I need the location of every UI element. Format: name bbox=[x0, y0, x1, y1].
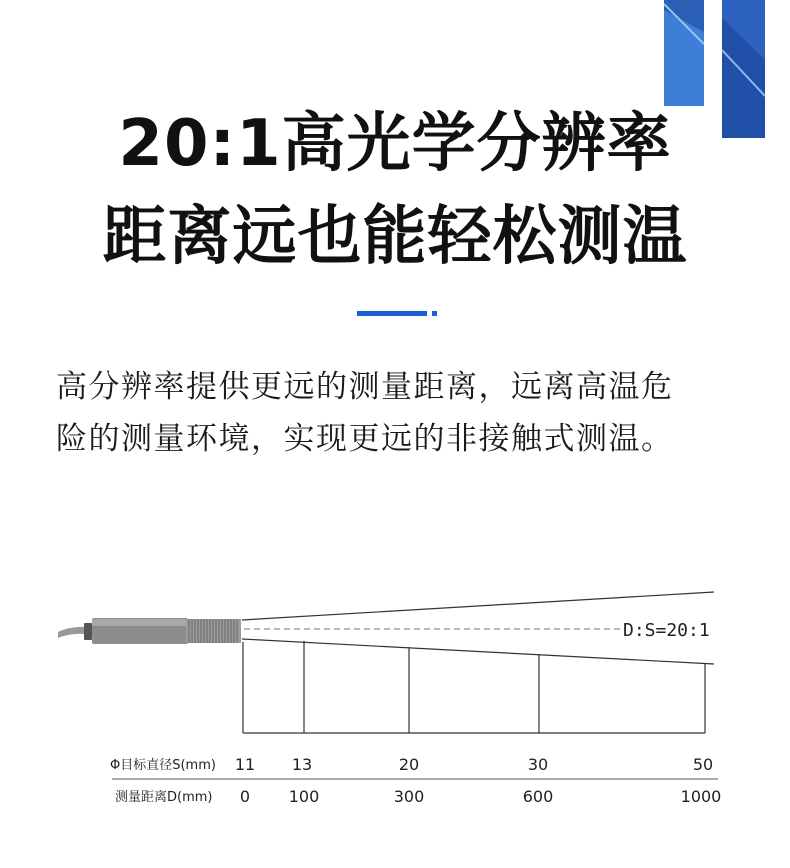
distance-value: 0 bbox=[239, 787, 251, 806]
distance-value: 300 bbox=[393, 787, 425, 806]
measurement-diagram bbox=[0, 570, 790, 830]
headline-line-2: 距离远也能轻松测温 bbox=[102, 200, 688, 274]
decorative-stripe-left bbox=[664, 0, 704, 106]
spot-diameter-value: 11 bbox=[234, 755, 256, 774]
distance-row-label: 测量距离D(mm) bbox=[115, 790, 213, 805]
accent-divider-dot bbox=[432, 311, 437, 316]
accent-divider bbox=[357, 311, 427, 316]
distance-value: 100 bbox=[288, 787, 320, 806]
distance-value: 1000 bbox=[680, 787, 722, 806]
spot-diameter-value: 50 bbox=[692, 755, 714, 774]
sensor-probe bbox=[84, 618, 241, 644]
spot-diameter-value: 30 bbox=[527, 755, 549, 774]
headline-line-1: 20:1高光学分辨率 bbox=[118, 107, 672, 181]
distance-value: 600 bbox=[522, 787, 554, 806]
spot-diameter-row-label: Φ目标直径S(mm) bbox=[110, 758, 216, 773]
beam-upper-edge bbox=[242, 592, 714, 620]
sensor-cable bbox=[58, 627, 86, 638]
description-line-1: 高分辨率提供更远的测量距离，远离高温危 bbox=[56, 369, 674, 405]
beam-lower-edge bbox=[242, 639, 714, 664]
spot-diameter-value: 13 bbox=[291, 755, 313, 774]
spot-diameter-value: 20 bbox=[398, 755, 420, 774]
description-line-2: 险的测量环境，实现更远的非接触式测温。 bbox=[56, 421, 674, 457]
ratio-label: D:S=20:1 bbox=[623, 620, 710, 641]
